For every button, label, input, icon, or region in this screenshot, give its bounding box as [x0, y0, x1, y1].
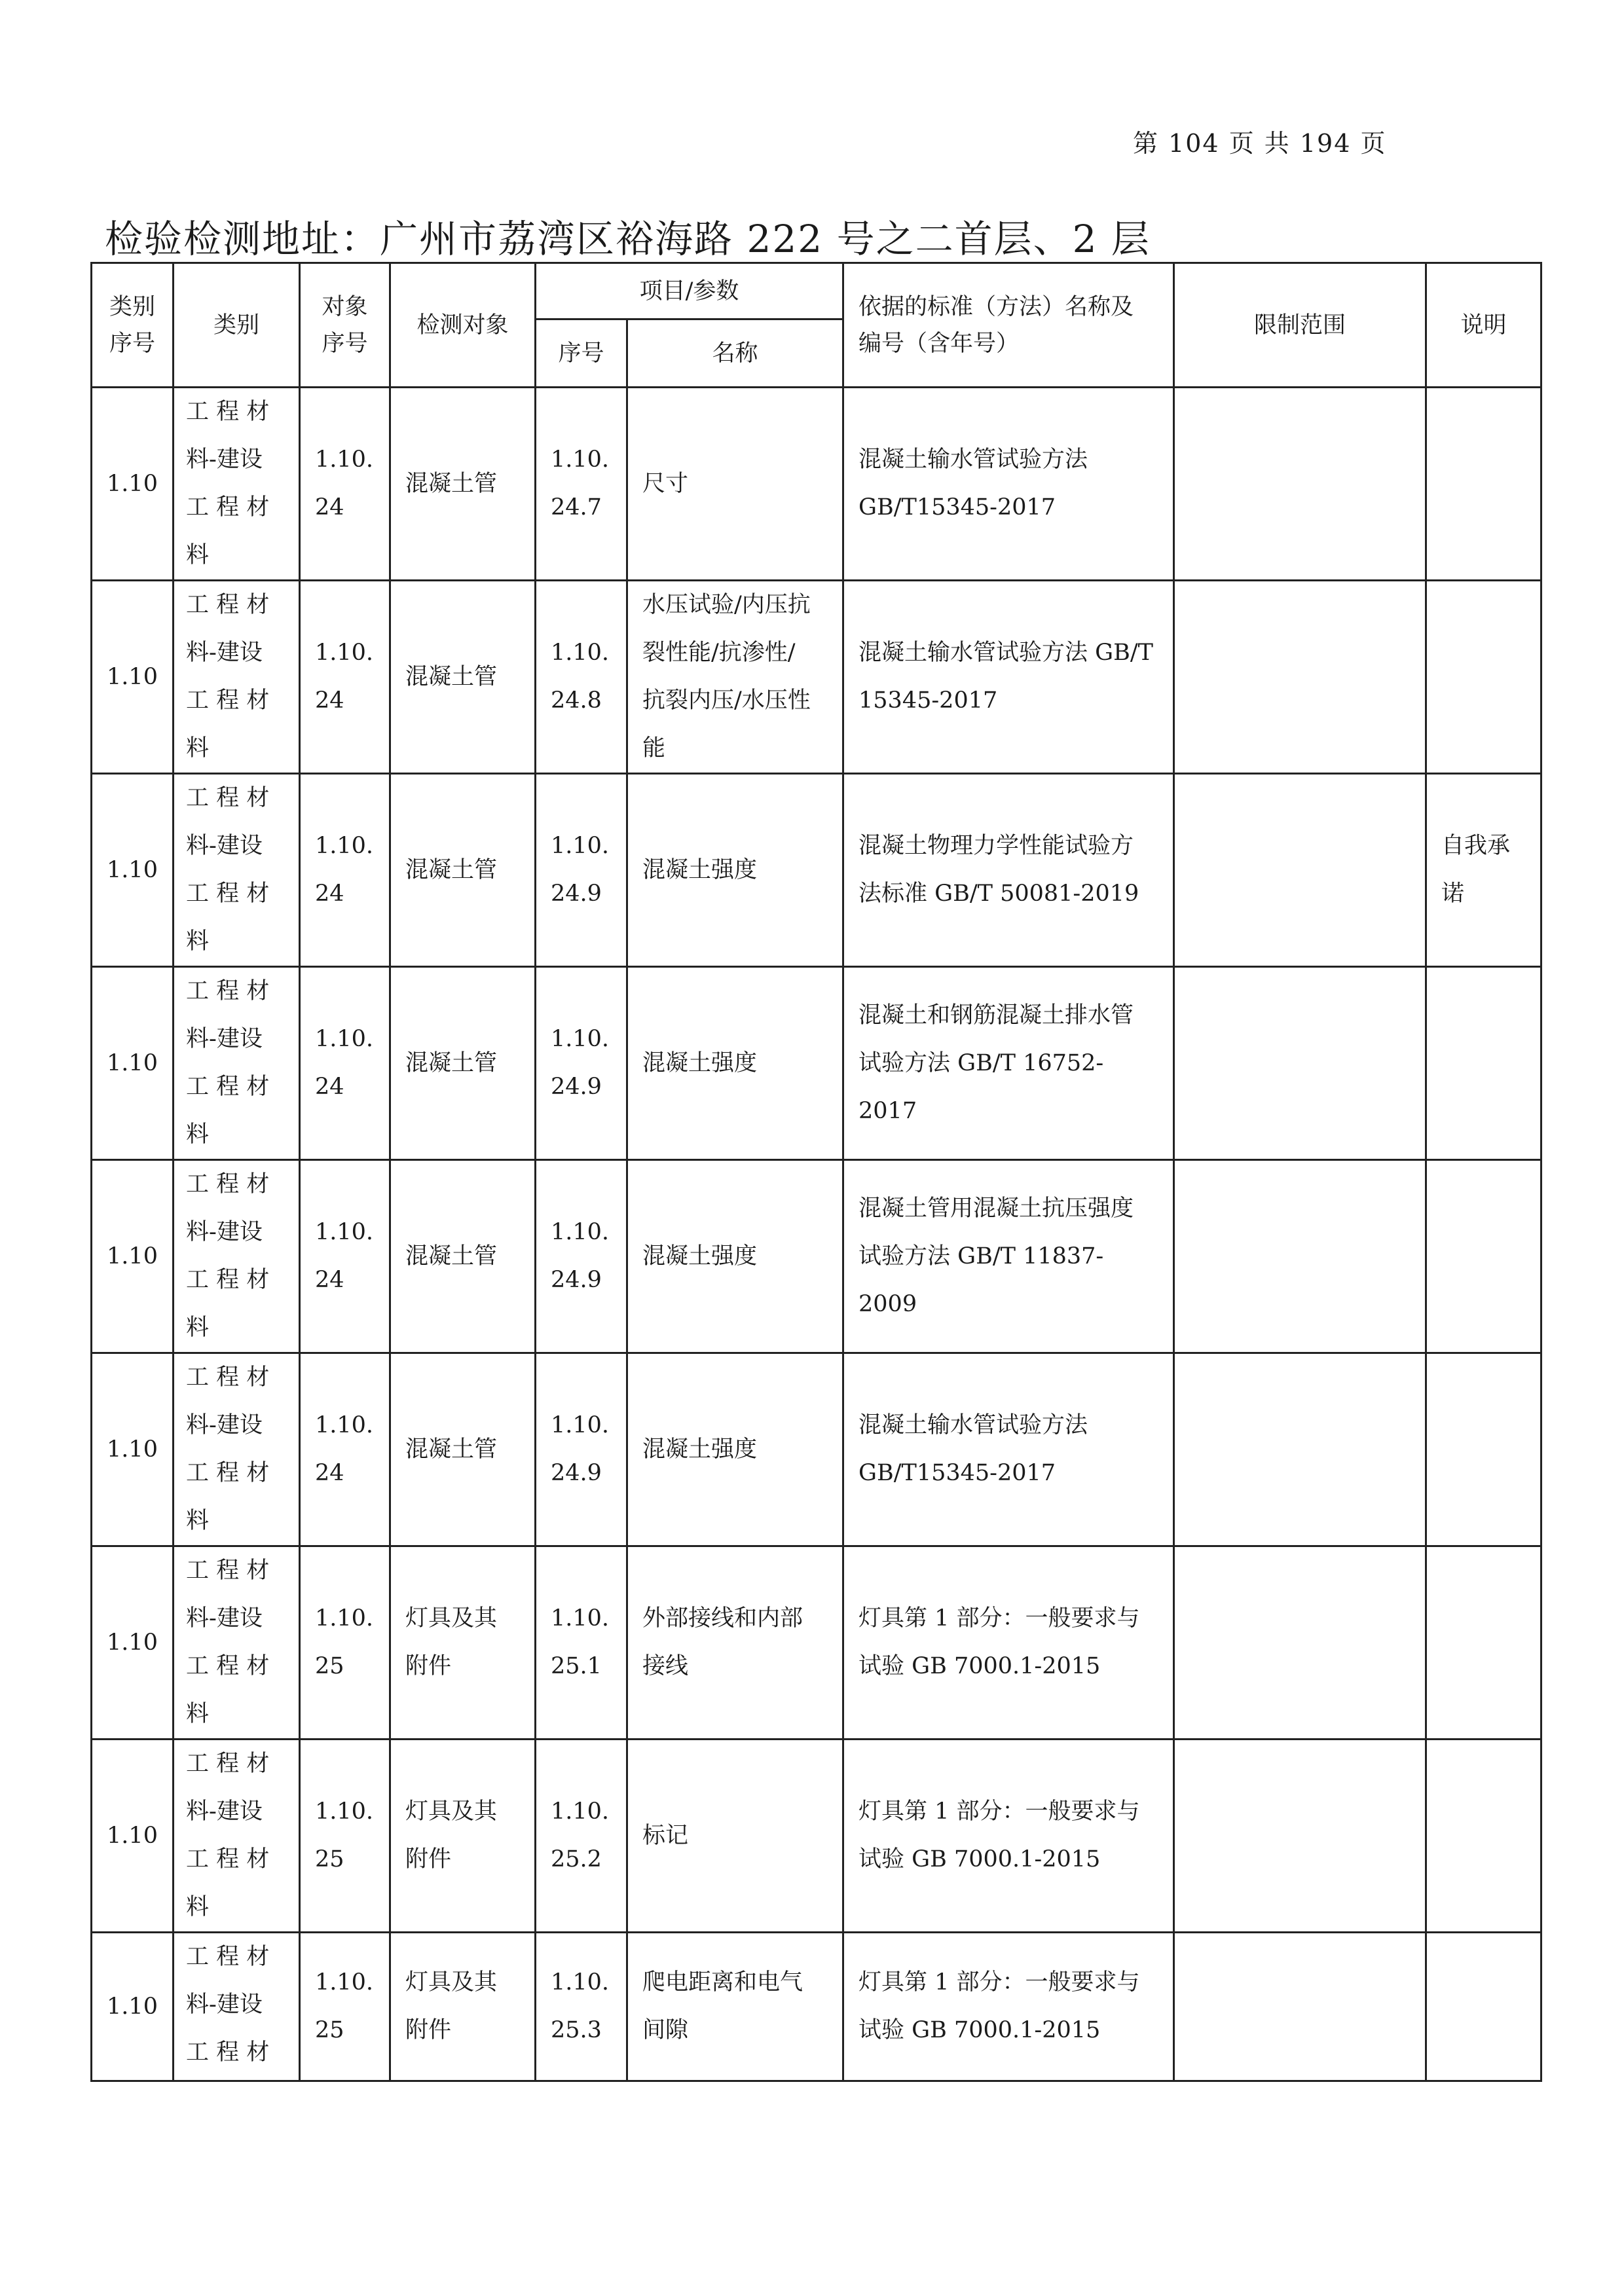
cell-item-name: 混凝土强度: [627, 1160, 843, 1353]
cell-standard: 灯具第 1 部分：一般要求与 试验 GB 7000.1-2015: [843, 1740, 1174, 1933]
cell-item-seq: 1.10. 24.9: [536, 967, 627, 1160]
table-row: [92, 1546, 1541, 1740]
cell-category: 工 程 材 料-建设 工 程 材 料: [174, 1546, 300, 1740]
cell-limit: [1174, 1740, 1426, 1933]
cell-item-seq: 1.10. 24.9: [536, 774, 627, 967]
cell-category: 工 程 材 料-建设 工 程 材 料: [174, 581, 300, 774]
header-category-seq: 类别 序号: [92, 263, 174, 388]
cell-category: 工 程 材 料-建设 工 程 材 料: [174, 1740, 300, 1933]
cell-category-seq: 1.10: [92, 1933, 174, 2081]
table-row: [92, 967, 1541, 1160]
header-category: 类别: [174, 263, 300, 388]
cell-test-object: 混凝土管: [390, 388, 536, 581]
cell-note: [1426, 1353, 1541, 1546]
cell-note: [1426, 967, 1541, 1160]
cell-standard: 混凝土输水管试验方法 GB/T15345-2017: [843, 388, 1174, 581]
cell-item-seq: 1.10. 24.8: [536, 581, 627, 774]
cell-test-object: 混凝土管: [390, 1160, 536, 1353]
cell-test-object: 灯具及其 附件: [390, 1740, 536, 1933]
cell-object-seq: 1.10. 24: [300, 1160, 390, 1353]
test-address: 检验检测地址：广州市荔湾区裕海路 222 号之二首层、2 层: [105, 217, 1151, 261]
cell-standard: 混凝土和钢筋混凝土排水管 试验方法 GB/T 16752-2017: [843, 967, 1174, 1160]
cell-limit: [1174, 388, 1426, 581]
cell-standard: 灯具第 1 部分：一般要求与 试验 GB 7000.1-2015: [843, 1933, 1174, 2081]
cell-category-seq: 1.10: [92, 1740, 174, 1933]
cell-item-name: 尺寸: [627, 388, 843, 581]
cell-item-seq: 1.10. 24.9: [536, 1353, 627, 1546]
cell-category-seq: 1.10: [92, 1546, 174, 1740]
cell-category-seq: 1.10: [92, 388, 174, 581]
cell-standard: 灯具第 1 部分：一般要求与 试验 GB 7000.1-2015: [843, 1546, 1174, 1740]
cell-category: 工 程 材 料-建设 工 程 材 料: [174, 1353, 300, 1546]
cell-category: 工 程 材 料-建设 工 程 材 料: [174, 388, 300, 581]
cell-limit: [1174, 1546, 1426, 1740]
cell-limit: [1174, 581, 1426, 774]
cell-category: 工 程 材 料-建设 工 程 材: [174, 1933, 300, 2081]
table-row: [92, 1933, 1541, 2081]
cell-item-name: 外部接线和内部 接线: [627, 1546, 843, 1740]
cell-test-object: 灯具及其 附件: [390, 1933, 536, 2081]
header-object-seq: 对象 序号: [300, 263, 390, 388]
cell-object-seq: 1.10. 24: [300, 967, 390, 1160]
header-item-name: 名称: [627, 319, 843, 388]
cell-object-seq: 1.10. 25: [300, 1740, 390, 1933]
cell-object-seq: 1.10. 24: [300, 1353, 390, 1546]
cell-category: 工 程 材 料-建设 工 程 材 料: [174, 1160, 300, 1353]
header-limit: 限制范围: [1174, 263, 1426, 388]
cell-category-seq: 1.10: [92, 1160, 174, 1353]
cell-note: [1426, 1546, 1541, 1740]
cell-limit: [1174, 1160, 1426, 1353]
table-row: [92, 1160, 1541, 1353]
cell-item-name: 标记: [627, 1740, 843, 1933]
cell-category-seq: 1.10: [92, 967, 174, 1160]
page-number: 第 104 页 共 194 页: [1133, 129, 1387, 158]
table-row: [92, 1353, 1541, 1546]
cell-note: [1426, 1933, 1541, 2081]
cell-limit: [1174, 967, 1426, 1160]
cell-test-object: 灯具及其 附件: [390, 1546, 536, 1740]
cell-category: 工 程 材 料-建设 工 程 材 料: [174, 967, 300, 1160]
cell-object-seq: 1.10. 24: [300, 774, 390, 967]
cell-item-seq: 1.10. 24.7: [536, 388, 627, 581]
cell-item-name: 混凝土强度: [627, 967, 843, 1160]
cell-standard: 混凝土输水管试验方法 GB/T15345-2017: [843, 1353, 1174, 1546]
header-standard: 依据的标准（方法）名称及 编号（含年号）: [843, 263, 1174, 388]
table-row: [92, 1740, 1541, 1933]
cell-category-seq: 1.10: [92, 581, 174, 774]
header-item-param: 项目/参数: [536, 263, 843, 319]
header-test-object: 检测对象: [390, 263, 536, 388]
cell-object-seq: 1.10. 24: [300, 388, 390, 581]
cell-item-seq: 1.10. 25.3: [536, 1933, 627, 2081]
cell-note: [1426, 1740, 1541, 1933]
cell-test-object: 混凝土管: [390, 1353, 536, 1546]
table-row: [92, 581, 1541, 774]
cell-category: 工 程 材 料-建设 工 程 材 料: [174, 774, 300, 967]
header-item-seq: 序号: [536, 319, 627, 388]
cell-object-seq: 1.10. 25: [300, 1933, 390, 2081]
cell-category-seq: 1.10: [92, 774, 174, 967]
cell-item-name: 爬电距离和电气 间隙: [627, 1933, 843, 2081]
cell-item-name: 水压试验/内压抗 裂性能/抗渗性/ 抗裂内压/水压性 能: [627, 581, 843, 774]
cell-limit: [1174, 1353, 1426, 1546]
header-note: 说明: [1426, 263, 1541, 388]
cell-limit: [1174, 1933, 1426, 2081]
cell-test-object: 混凝土管: [390, 967, 536, 1160]
cell-item-name: 混凝土强度: [627, 1353, 843, 1546]
cell-object-seq: 1.10. 25: [300, 1546, 390, 1740]
cell-limit: [1174, 774, 1426, 967]
scope-table: [90, 262, 1542, 2082]
cell-note: [1426, 388, 1541, 581]
cell-item-name: 混凝土强度: [627, 774, 843, 967]
cell-note: 自我承 诺: [1426, 774, 1541, 967]
cell-test-object: 混凝土管: [390, 581, 536, 774]
cell-item-seq: 1.10. 24.9: [536, 1160, 627, 1353]
cell-standard: 混凝土管用混凝土抗压强度 试验方法 GB/T 11837-2009: [843, 1160, 1174, 1353]
table-row: [92, 774, 1541, 967]
cell-object-seq: 1.10. 24: [300, 581, 390, 774]
cell-standard: 混凝土物理力学性能试验方 法标准 GB/T 50081-2019: [843, 774, 1174, 967]
cell-item-seq: 1.10. 25.2: [536, 1740, 627, 1933]
cell-note: [1426, 581, 1541, 774]
cell-note: [1426, 1160, 1541, 1353]
cell-standard: 混凝土输水管试验方法 GB/T 15345-2017: [843, 581, 1174, 774]
cell-test-object: 混凝土管: [390, 774, 536, 967]
table-row: [92, 388, 1541, 581]
cell-category-seq: 1.10: [92, 1353, 174, 1546]
cell-item-seq: 1.10. 25.1: [536, 1546, 627, 1740]
